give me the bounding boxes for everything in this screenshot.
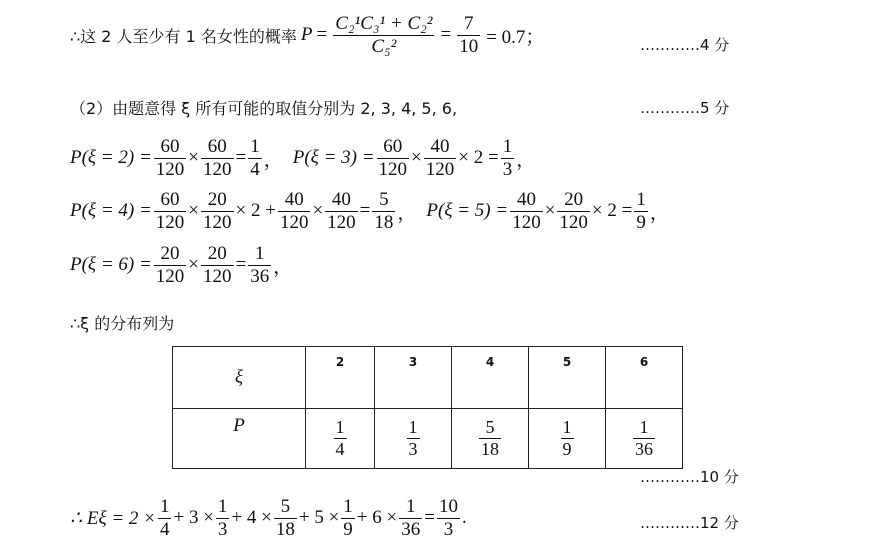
- p3-frac-b: [424, 137, 457, 180]
- prob-line-6: [70, 244, 292, 287]
- exp-term-2: [216, 497, 230, 540]
- p5-frac-a: [510, 190, 543, 233]
- p6-r-num: 1: [248, 244, 271, 266]
- exp-result: [437, 497, 460, 540]
- p5-a-den: 120: [512, 211, 541, 233]
- line1-numerator: C₂¹C₃¹ + C₂²: [335, 13, 433, 34]
- exp-t5-num: 1: [399, 497, 422, 519]
- probability-line-1: [70, 14, 544, 57]
- exp-t4-num: 1: [343, 496, 353, 517]
- p6-r-den: 36: [250, 265, 270, 287]
- exp-lhs: ∴ Eξ = 2 ×: [70, 507, 156, 529]
- table-value-cell: 4: [452, 347, 529, 409]
- exp-term-1: [158, 497, 172, 540]
- p4-result: [372, 190, 395, 233]
- p2-b-num: 60: [201, 137, 234, 159]
- exp-term-4: [341, 497, 355, 540]
- exp-t1-num: 1: [159, 496, 170, 517]
- line1-val-num: 7: [457, 14, 480, 36]
- line1-P: P: [300, 24, 313, 46]
- p3-a-num: 60: [377, 137, 410, 159]
- score-5: …………5 分: [640, 99, 730, 117]
- table-prob-den: 4: [335, 439, 345, 459]
- prob-line-4-5: [70, 190, 669, 233]
- p4-times-2: ×: [312, 200, 324, 222]
- prob-line-2-3: [70, 137, 535, 180]
- score-12: …………12 分: [640, 514, 739, 532]
- p6-result: [248, 244, 271, 287]
- line1-denominator: C₅²: [371, 35, 397, 57]
- distribution-intro: ∴ξ 的分布列为: [70, 314, 175, 333]
- p4-d-den: 120: [327, 211, 356, 233]
- p6-a-den: 120: [155, 265, 185, 287]
- p5-result: [634, 190, 648, 233]
- p5-lhs: P(ξ = 5) =: [426, 200, 509, 222]
- line1-val-den: 10: [459, 35, 479, 57]
- table-label-P: P: [173, 409, 306, 469]
- table-prob-cell: [375, 409, 452, 469]
- p4-b-num: 20: [201, 190, 234, 212]
- exp-t3-den: 18: [275, 518, 295, 540]
- p3-r-num: 1: [502, 136, 513, 157]
- p6-times: ×: [188, 254, 200, 276]
- p5-frac-b: [557, 190, 590, 233]
- p4-a-num: 60: [154, 190, 187, 212]
- p2-r-num: 1: [250, 136, 260, 157]
- p2-b-den: 120: [203, 158, 232, 180]
- line1-combination-fraction: [333, 14, 434, 57]
- p4-a-den: 120: [155, 211, 185, 233]
- p3-b-num: 40: [424, 137, 457, 159]
- distribution-table: [172, 346, 683, 469]
- p6-frac-a: [154, 244, 187, 287]
- table-prob-den: 3: [408, 439, 418, 459]
- score-10: …………10 分: [640, 468, 739, 486]
- exp-eq: =: [424, 507, 435, 529]
- p4-c-num: 40: [278, 190, 311, 212]
- p5-b-num: 20: [557, 190, 590, 212]
- p2-frac-a: [154, 137, 187, 180]
- p4-lhs: P(ξ = 4) =: [70, 200, 152, 222]
- p4-frac-d: [325, 190, 358, 233]
- p3-r-den: 3: [502, 158, 513, 180]
- p2-a-den: 120: [155, 158, 185, 180]
- p5-b-den: 120: [559, 211, 588, 233]
- p3-frac-a: [377, 137, 410, 180]
- p2-r-den: 4: [250, 158, 260, 180]
- table-row-xi: [173, 347, 683, 409]
- exp-term-5: [399, 497, 422, 540]
- table-prob-cell: [606, 409, 683, 469]
- p4-sep: ，: [397, 202, 417, 224]
- table-prob-den: 36: [635, 439, 653, 459]
- p6-lhs: P(ξ = 6) =: [70, 254, 152, 276]
- p5-r-num: 1: [636, 189, 646, 210]
- table-prob-num: 1: [408, 417, 418, 438]
- p5-times: ×: [544, 200, 556, 222]
- p4-r-den: 18: [374, 211, 394, 233]
- expectation-line: [70, 497, 467, 540]
- exp-t1-den: 4: [159, 518, 170, 540]
- p6-a-num: 20: [154, 244, 187, 266]
- exp-plus-2: + 4 ×: [231, 507, 272, 529]
- table-prob-num: 1: [633, 418, 655, 439]
- p2-eq: =: [235, 147, 247, 169]
- p3-mul2: × 2 =: [458, 147, 499, 169]
- p4-frac-c: [278, 190, 311, 233]
- line1-tail: = 0.7；: [486, 26, 545, 48]
- line1-prefix: ∴这 2 人至少有 1 名女性的概率: [70, 26, 297, 46]
- p4-c-den: 120: [279, 211, 309, 233]
- table-value-cell: 3: [375, 347, 452, 409]
- p4-frac-a: [154, 190, 187, 233]
- p2-frac-b: [201, 137, 234, 180]
- p3-times: ×: [411, 147, 422, 169]
- table-prob-num: 1: [562, 417, 572, 438]
- p2-sep: ，: [263, 149, 283, 171]
- p5-a-num: 40: [510, 190, 543, 212]
- exp-t3-num: 5: [274, 497, 297, 519]
- table-prob-den: 18: [481, 439, 499, 459]
- p4-frac-b: [201, 190, 234, 233]
- p3-lhs: P(ξ = 3) =: [292, 147, 375, 169]
- p2-result: [248, 137, 262, 180]
- p6-b-den: 120: [203, 265, 232, 287]
- exp-plus-4: + 6 ×: [356, 507, 398, 529]
- p2-a-num: 60: [154, 137, 187, 159]
- exp-plus-1: + 3 ×: [173, 507, 214, 529]
- p6-eq: =: [235, 254, 247, 276]
- possible-values-line: （2）由题意得 ξ 所有可能的取值分别为 2, 3, 4, 5, 6,: [70, 99, 458, 118]
- p3-a-den: 120: [378, 158, 408, 180]
- table-prob-num: 5: [479, 418, 501, 439]
- table-prob-cell: [306, 409, 375, 469]
- table-row-p: [173, 409, 683, 469]
- exp-r-num: 10: [438, 496, 458, 517]
- exp-plus-3: + 5 ×: [298, 507, 340, 529]
- exp-t2-num: 1: [217, 496, 228, 517]
- table-prob-den: 9: [562, 439, 572, 459]
- line1-value-fraction: [457, 14, 480, 57]
- p4-mul2: × 2 +: [235, 200, 276, 222]
- exp-tail: .: [461, 507, 467, 529]
- score-4: …………4 分: [640, 36, 730, 54]
- p5-r-den: 9: [636, 211, 646, 233]
- p3-result: [501, 137, 515, 180]
- table-prob-cell: [529, 409, 606, 469]
- exp-r-den: 3: [443, 518, 454, 540]
- table-prob-num: 1: [335, 417, 345, 438]
- p4-b-den: 120: [203, 211, 232, 233]
- table-value-cell: 2: [306, 347, 375, 409]
- p6-frac-b: [201, 244, 234, 287]
- p4-r-num: 5: [372, 190, 395, 212]
- p4-d-num: 40: [325, 190, 358, 212]
- p6-sep: ，: [273, 256, 293, 278]
- p4-eq: =: [359, 200, 371, 222]
- p4-times: ×: [188, 200, 200, 222]
- exp-t5-den: 36: [401, 518, 421, 540]
- exp-term-3: [274, 497, 297, 540]
- p3-sep: ，: [516, 149, 536, 171]
- line1-eq2: =: [440, 24, 452, 46]
- p5-mul2: × 2 =: [591, 200, 633, 222]
- p3-b-den: 120: [425, 158, 455, 180]
- exp-t2-den: 3: [217, 518, 228, 540]
- p6-b-num: 20: [201, 244, 234, 266]
- line1-eq: =: [316, 24, 328, 46]
- exp-t4-den: 9: [343, 518, 353, 540]
- table-value-cell: 5: [529, 347, 606, 409]
- p2-times: ×: [188, 147, 200, 169]
- p5-sep: ，: [649, 202, 669, 224]
- table-label-xi: ξ: [173, 347, 306, 409]
- table-prob-cell: [452, 409, 529, 469]
- p2-lhs: P(ξ = 2) =: [70, 147, 152, 169]
- table-value-cell: 6: [606, 347, 683, 409]
